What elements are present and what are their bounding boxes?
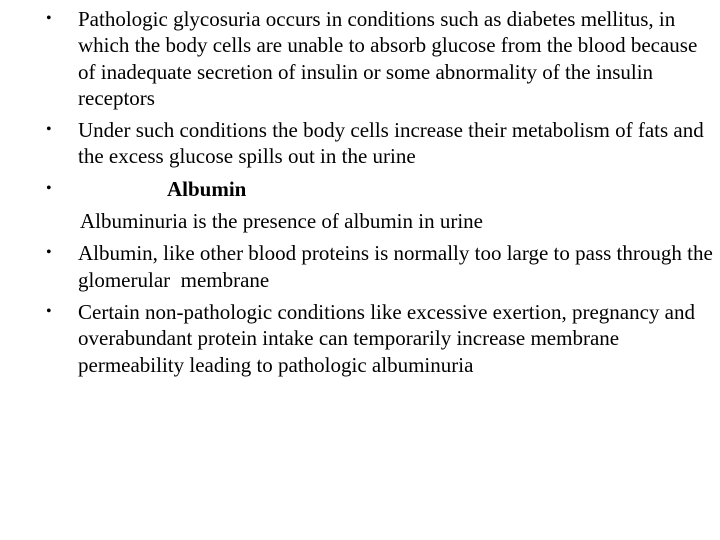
section-heading: Albumin xyxy=(167,176,247,201)
list-item-text: Under such conditions the body cells increase their metabolism of fats and the excess glucose spills out in the urine xyxy=(78,118,709,169)
list-item xyxy=(46,299,716,378)
list-item xyxy=(46,240,719,293)
bullet-icon: • xyxy=(46,10,52,27)
list-item-text: Pathologic glycosuria occurs in conditions such as diabetes mellitus, in which the body cells are unable to absorb glucose from the blood because of inadequate secretion of insulin or some abnormality of the insulin receptors xyxy=(78,7,703,110)
section-heading-item xyxy=(46,176,716,202)
bullet-icon: • xyxy=(46,302,52,320)
bullet-icon: • xyxy=(46,244,52,262)
list-item xyxy=(46,6,716,111)
definition-line: Albuminuria is the presence of albumin in urine xyxy=(80,209,483,234)
list-item-text: Certain non-pathologic conditions like excessive exertion, pregnancy and overabundant protein intake can temporarily increase membrane permeability leading to pathologic albuminuria xyxy=(78,299,701,377)
list-item xyxy=(46,117,716,170)
bullet-icon: • xyxy=(46,121,52,139)
list-item-text: Albumin, like other blood proteins is normally too large to pass through the glomerular membrane xyxy=(78,241,719,292)
bullet-list xyxy=(46,6,719,384)
bullet-icon: • xyxy=(46,179,52,197)
